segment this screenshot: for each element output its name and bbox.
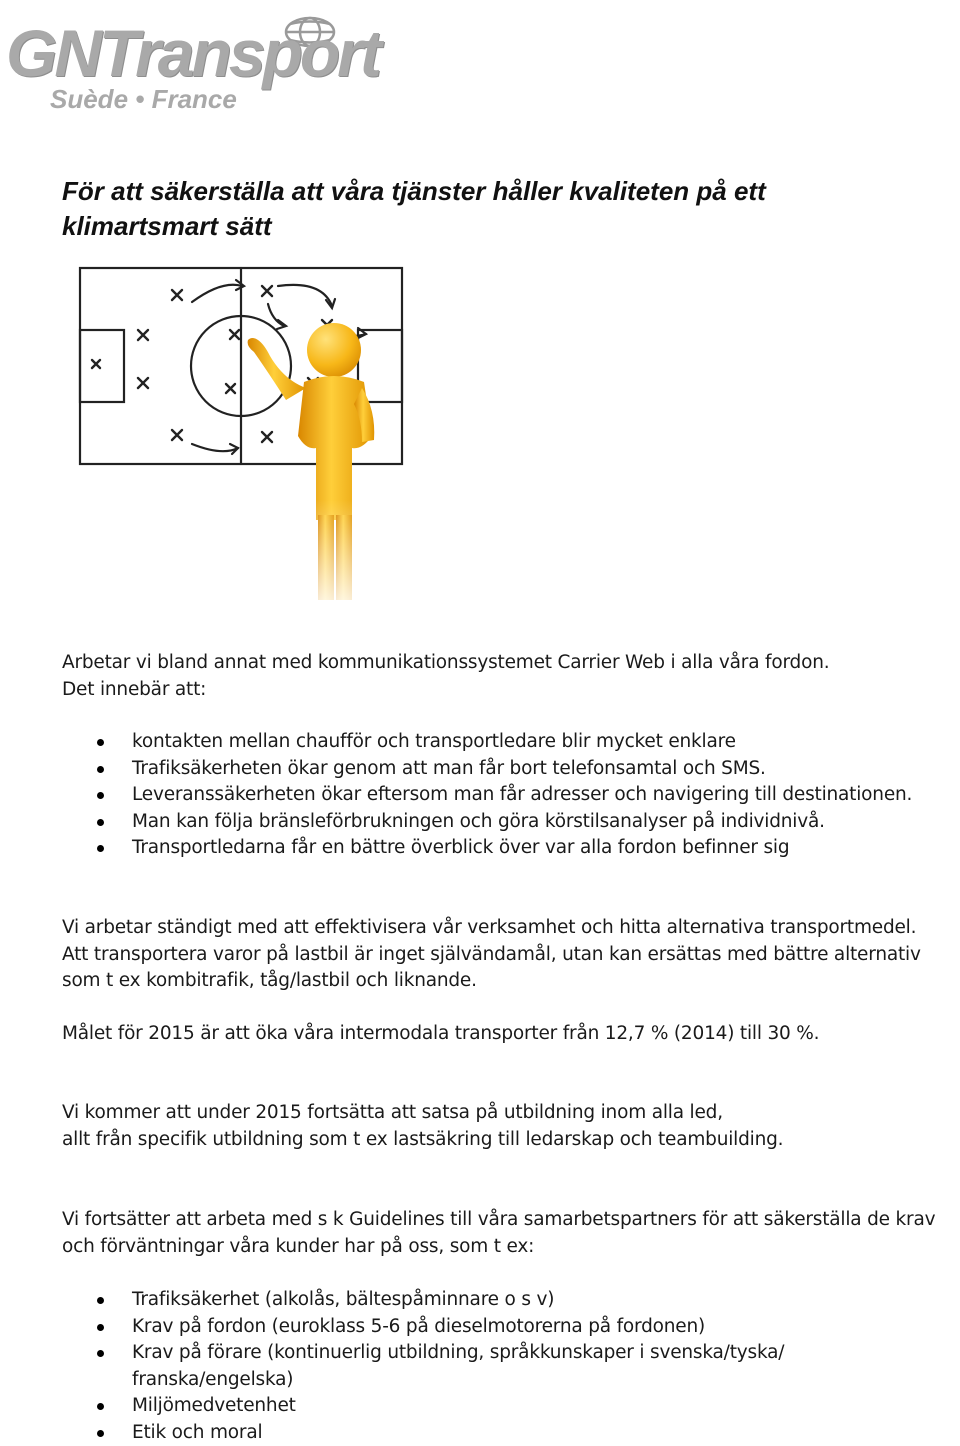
guidelines-paragraph: Vi fortsätter att arbeta med s k Guidelines till våra samarbetspartners för att säkerställa de krav och förväntningar våra kunder har på oss, som t ex: [62, 1207, 960, 1260]
list-item: Trafiksäkerheten ökar genom att man får bort telefonsamtal och SMS. [62, 756, 942, 783]
training-line-2: allt från specifik utbildning som t ex lastsäkring till ledarskap och teambuilding. [62, 1129, 783, 1150]
efficiency-paragraph: Vi arbetar ständigt med att effektivisera vår verksamhet och hitta alternativa transportmedel. Att transportera varor på lastbil är inget självändamål, utan kan ersättas med bättre alternativ som t ex kombitrafik, tåg/lastbil och liknande. [62, 915, 942, 995]
list-item: Miljömedvetenhet [62, 1393, 942, 1420]
list-item: kontakten mellan chaufför och transportledare blir mycket enklare [62, 729, 942, 756]
training-paragraph [62, 1100, 942, 1153]
list-item: Man kan följa bränsleförbrukningen och göra körstilsanalyser på individnivå. [62, 809, 942, 836]
intro-line-2: Det innebär att: [62, 679, 206, 700]
list-item: Krav på fordon (euroklass 5-6 på dieselmotorerna på fordonen) [62, 1314, 942, 1341]
intro-paragraph [62, 650, 952, 703]
requirements-list [62, 1287, 942, 1446]
logo-wordmark: GNTransport [6, 20, 379, 86]
list-item: Etik och moral [62, 1420, 942, 1446]
company-logo [6, 6, 396, 116]
page-heading: För att säkerställa att våra tjänster håller kvaliteten på ett klimartsmart sätt [62, 174, 882, 244]
list-item: Trafiksäkerhet (alkolås, bältespåminnare o s v) [62, 1287, 942, 1314]
figure-drawing-tactics-board-icon [72, 260, 492, 630]
list-item: Transportledarna får en bättre överblick över var alla fordon befinner sig [62, 835, 942, 862]
benefits-list [62, 729, 942, 862]
training-line-1: Vi kommer att under 2015 fortsätta att satsa på utbildning inom alla led, [62, 1102, 723, 1123]
logo-tagline: Suède • France [50, 86, 237, 112]
intro-line-1: Arbetar vi bland annat med kommunikationssystemet Carrier Web i alla våra fordon. [62, 652, 829, 673]
goal-paragraph: Målet för 2015 är att öka våra intermodala transporter från 12,7 % (2014) till 30 %. [62, 1021, 942, 1048]
list-item: Krav på förare (kontinuerlig utbildning, språkkunskaper i svenska/tyska/ franska/engelska) [62, 1340, 942, 1393]
list-item: Leveranssäkerheten ökar eftersom man får adresser och navigering till destinationen. [62, 782, 942, 809]
